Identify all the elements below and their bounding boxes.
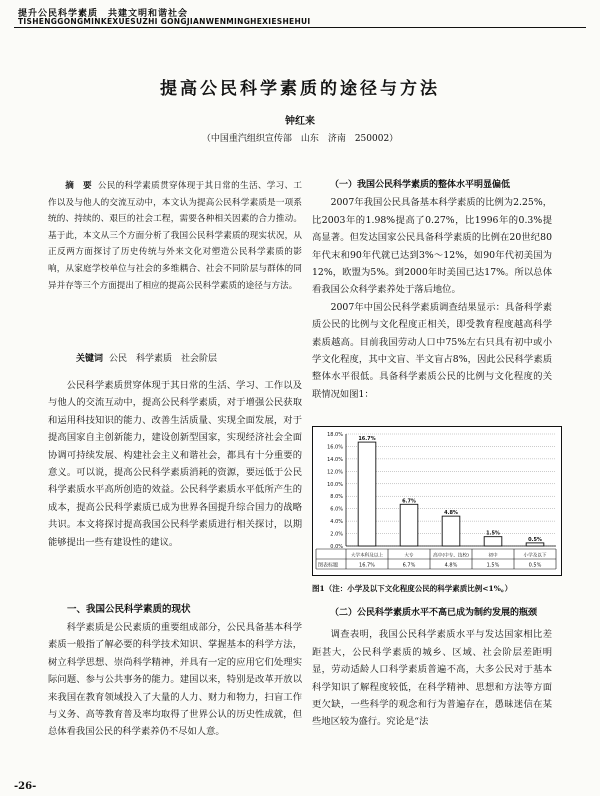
abstract-label: 摘 要 [65,181,92,191]
y-tick-label: 18.0% [327,432,343,438]
bar [442,516,460,546]
keywords-line [76,351,217,364]
x-category-label: 初中 [488,553,498,559]
y-tick-label: 4.0% [330,519,343,526]
subsection1-heading: （一）我国公民科学素质的整体水平明显偏低 [330,180,511,190]
bar [484,537,502,546]
header-divider [14,27,586,28]
table-cell-value: 6.7% [402,562,416,569]
right-column-bottom [312,605,552,731]
y-tick-label: 12.0% [327,469,343,476]
y-tick-label: 2.0% [330,531,343,538]
right-column-top [312,177,552,403]
bar-data-label: 16.7% [358,436,376,443]
bar [400,504,418,546]
subsection1-paragraph2: 2007年中国公民科学素质调查结果显示：具备科学素质公民的比例与文化程度正相关，即受教育程度越高科学素质越高。目前我国劳动人口中75%左右只具有初中或小学文化程度，其中文盲、半文盲占8%，因此公民科学素质整体水平很低。具备科学素质公民的比例与文化程度的关联情况如图1： [312,301,552,400]
section1-heading: 一、我国公民科学素质的现状 [67,604,191,615]
page-number: -26- [14,781,37,792]
y-tick-label: 16.0% [327,444,343,451]
y-tick-label: 14.0% [327,456,343,463]
article-title: 提高公民科学素质的途径与方法 [160,79,440,99]
section1-block [48,619,302,741]
bar-data-label: 0.5% [528,536,542,543]
article-affiliation: （中国重汽组织宣传部 山东 济南 250002） [201,134,399,144]
section1-paragraph: 科学素质是公民素质的重要组成部分，公民具备基本科学素质一般指了解必要的科学技术知识、掌握基本的科学方法，树立科学思想、崇尚科学精神，并具有一定的应用它们处理实际问题、参与公共事务的能力。建国以来，特别是改革开放以来我国在教育领域投入了大量的人力、财力和物力，扫盲工作与义务、高等教育普及率均取得了世界公认的历史性成就，但总体看我国公民的科学素养仍不尽如人意。 [48,622,302,738]
journal-header-pinyin: TISHENGGONGMINKEXUESUZHI GONGJIANWENMINGHEXIESHEHUI [18,17,311,26]
table-cell-value: 4.8% [444,562,458,569]
intro-block [48,377,302,551]
y-tick-label: 6.0% [330,506,343,513]
bar-data-label: 4.8% [444,510,458,517]
x-category-label: 大专 [404,553,414,559]
journal-header-title: 提升公民科学素质 共建文明和谐社会 [18,9,189,19]
figure1-caption: 图1（注：小学及以下文化程度公民的科学素质比例<1%。） [312,584,513,593]
table-cell-value: 16.7% [359,562,375,569]
table-cell-value: 1.5% [486,562,500,569]
figure1-chart [312,426,562,576]
y-tick-label: 8.0% [330,494,343,501]
y-tick-label: 0.0% [330,544,343,550]
subsection2-heading: （二）公民科学素质水平不高已成为制约发展的瓶颈 [330,608,538,618]
subsection1-paragraph1: 2007年我国公民具备基本科学素质的比例为2.25%，比2003年的1.98%提高了0.27%，比1996年的0.3%提高显著。但发达国家公民具备科学素质的比例在20世纪80年代末和90年代就已达到3%～12%，如90年代初美国为12%，欧盟为5%。到2000年时美国已达17%。所以总体看我国公众科学素养处于落后地位。 [312,197,552,296]
y-tick-label: 10.0% [327,481,343,488]
bar-data-label: 6.7% [402,498,416,505]
bar-data-label: 1.5% [486,530,500,537]
x-category-label: 小学及以下 [523,553,547,559]
bar [526,543,544,546]
table-cell-value: 0.5% [528,562,542,569]
table-row-header: 图表标题 [318,562,339,569]
abstract-block [48,178,302,294]
keywords-label: 关键词 [76,354,104,364]
bar [358,442,376,546]
subsection2-paragraph: 调查表明，我国公民科学素质水平与发达国家相比差距甚大，公民科学素质的城乡、区域、社会阶层差距明显，劳动适龄人口科学素质普遍不高，大多公民对于基本科学知识了解程度较低，在科学精神、思想和方法等方面更欠缺，一些科学的观念和行为普遍存在，愚昧迷信在某些地区较为盛行。究论是“法 [312,629,552,728]
keywords-value: 公民 科学素质 社会阶层 [109,354,218,364]
article-author: 钟红来 [285,116,315,127]
abstract-text: 公民的科学素质贯穿体现于其日常的生活、学习、工作以及与他人的交流互动中，本文认为提高公民科学素质是一项系统的、持续的、艰巨的社会工程，需要各种相关因素的合力推动。基于此，本文从三个方面分析了我国公民科学素质的现实状况，从正反两方面探讨了历史传统与外来文化对塑造公民科学素质的影响，从家庭学校单位与社会的多维耦合、社会不同阶层与群体的同异并存等三个方面提出了相应的提高公民科学素质的途径与方法。 [48,181,302,291]
intro-paragraph: 公民科学素质贯穿体现于其日常的生活、学习、工作以及与他人的交流互动中，提高公民科学素质，对于增强公民获取和运用科技知识的能力、改善生活质量、实现全面发展，对于提高国家自主创新能力，建设创新型国家，实现经济社会全面协调可持续发展、构建社会主义和谐社会，都具有十分重要的意义。可以说，提高公民科学素质消耗的资源，要远低于公民科学素质水平高所创造的效益。公民科学素质水平低所产生的成本，提高公民科学素质已成为世界各国提升综合国力的战略共识。本文将探讨提高我国公民科学素质进行相关探讨，以期能够提出一些有建设性的建议。 [48,380,302,548]
x-category-label: 高中(中专、技校) [433,553,469,559]
x-category-label: 大学本科及以上 [350,553,384,559]
